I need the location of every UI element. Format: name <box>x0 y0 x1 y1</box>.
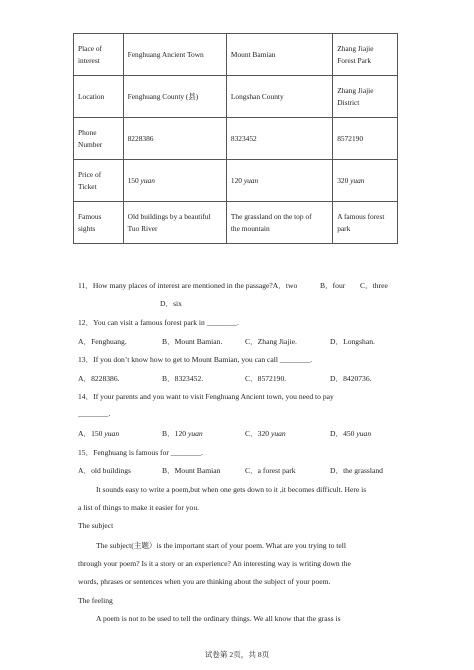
table-cell-line: interest <box>78 55 100 65</box>
question-14-option-c: C．320 yuan <box>245 429 286 438</box>
table-cell-line: Number <box>78 139 103 149</box>
table-row-header <box>74 34 124 76</box>
passage-heading-feeling: The feeling <box>78 596 113 605</box>
table-cell-line: Famous <box>78 211 102 221</box>
table-row-header <box>74 76 124 118</box>
table-cell-line: Forest Park <box>337 55 372 65</box>
question-14-stem: 14．If your parents and you want to visit Fenghuang Ancient town, you need to pay <box>78 392 334 401</box>
passage-paragraph-2-line-2: through your poem? Is it a story or an experience? An interesting way is writing down the <box>78 559 351 568</box>
question-15-option-b: B．Mount Bamian <box>162 466 221 475</box>
question-13-option-b: B．8323452. <box>162 374 204 383</box>
table-cell-line: Old buildings by a beautiful <box>127 211 211 221</box>
table-cell-line: Zhang Jiajie <box>337 43 374 53</box>
table-cell <box>123 118 226 160</box>
table-cell <box>333 118 398 160</box>
table-cell-line: Phone <box>78 127 97 137</box>
table-cell-line: Price of <box>78 169 102 179</box>
question-12-stem: 12．You can visit a famous forest park in ________. <box>78 318 239 327</box>
table-cell <box>333 34 398 76</box>
question-14-option-d: D．450 yuan <box>330 429 372 438</box>
table-cell-line: Ticket <box>78 181 97 191</box>
table-cell-line: District <box>337 97 360 107</box>
question-15-option-d: D．the grassland <box>330 466 383 475</box>
question-14-option-b: B．120 yuan <box>162 429 203 438</box>
question-11-option-d: D．six <box>160 299 182 308</box>
table-cell-line: Tuo River <box>127 223 158 233</box>
table-cell-line: Location <box>78 91 105 101</box>
question-11-option-b: B．four <box>320 281 346 290</box>
places-of-interest-table <box>73 33 398 244</box>
table-row <box>74 160 398 202</box>
table-cell-line: park <box>337 223 351 233</box>
table-cell-line: 8323452 <box>230 133 257 143</box>
table-cell <box>333 202 398 244</box>
table-cell <box>123 34 226 76</box>
page-footer: 试卷第 2页，共 8页 <box>204 650 270 659</box>
table-cell <box>333 76 398 118</box>
question-15-option-a: A．old buildings <box>78 466 131 475</box>
table-cell-line: Zhang Jiajie <box>337 85 374 95</box>
question-13-stem: 13．If you don’t know how to get to Mount Bamian, you can call ________. <box>78 355 313 364</box>
table-row <box>74 34 398 76</box>
table-cell-line: Fenghuang Ancient Town <box>127 49 204 59</box>
question-15-option-c: C．a forest park <box>245 466 296 475</box>
table-cell-line: Place of <box>78 43 103 53</box>
question-13-option-c: C．8572190. <box>245 374 287 383</box>
question-14-stem-blank: ________. <box>78 409 111 418</box>
table-cell-line: Longshan County <box>230 91 284 101</box>
passage-paragraph-3-line-1: A poem is not to be used to tell the ordinary things. We all know that the grass is <box>96 614 341 623</box>
table-cell-line: Mount Bamian <box>230 49 276 59</box>
question-15-stem: 15．Fenghuang is famous for ________. <box>78 448 204 457</box>
table-cell-line: sights <box>78 223 96 233</box>
table-cell <box>123 160 226 202</box>
passage-paragraph-1-line-2: a list of things to make it easier for you. <box>78 503 200 512</box>
table-cell <box>226 202 332 244</box>
table-row <box>74 76 398 118</box>
table-cell <box>226 118 332 160</box>
table-cell-line: 150 yuan <box>127 175 155 185</box>
table-cell <box>123 202 226 244</box>
question-13-option-d: D．8420736. <box>330 374 372 383</box>
question-12-option-a: A．Fenghuang. <box>78 337 127 346</box>
table-row-header <box>74 118 124 160</box>
passage-paragraph-2-line-3: words, phrases or sentences when you are thinking about the subject of your poem. <box>78 577 331 586</box>
table-cell <box>226 160 332 202</box>
table-cell-line: The grassland on the top of <box>230 211 312 221</box>
table-cell-line: A famous forest <box>337 211 385 221</box>
table-cell <box>226 76 332 118</box>
table-row-header <box>74 202 124 244</box>
passage-paragraph-2-line-1: The subject(主题）is the important start of your poem. What are you trying to tell <box>96 541 346 550</box>
question-12-option-c: C．Zhang Jiajie. <box>245 337 297 346</box>
table-cell-line: 120 yuan <box>230 175 259 185</box>
question-12-option-b: B．Mount Bamian. <box>162 337 223 346</box>
table-cell-line: Fenghuang County (县) <box>127 91 199 101</box>
table-row <box>74 202 398 244</box>
table-cell-line: 8572190 <box>337 133 364 143</box>
question-11-stem: 11．How many places of interest are mentioned in the passage?A．two <box>78 281 298 290</box>
table-row <box>74 118 398 160</box>
passage-paragraph-1-line-1: It sounds easy to write a poem,but when one gets down to it ,it becomes difficult. Here is <box>96 485 367 494</box>
question-13-option-a: A．8228386. <box>78 374 120 383</box>
table-row-header <box>74 160 124 202</box>
table-cell-line: 8228386 <box>127 133 154 143</box>
table-cell <box>123 76 226 118</box>
table-cell-line: 320 yuan <box>337 175 365 185</box>
question-11-option-c: C．three <box>360 281 388 290</box>
passage-heading-subject: The subject <box>78 521 114 530</box>
question-14-option-a: A．150 yuan <box>78 429 120 438</box>
table-cell <box>226 34 332 76</box>
table-cell <box>333 160 398 202</box>
table-cell-line: the mountain <box>230 223 270 233</box>
question-12-option-d: D．Longshan. <box>330 337 375 346</box>
